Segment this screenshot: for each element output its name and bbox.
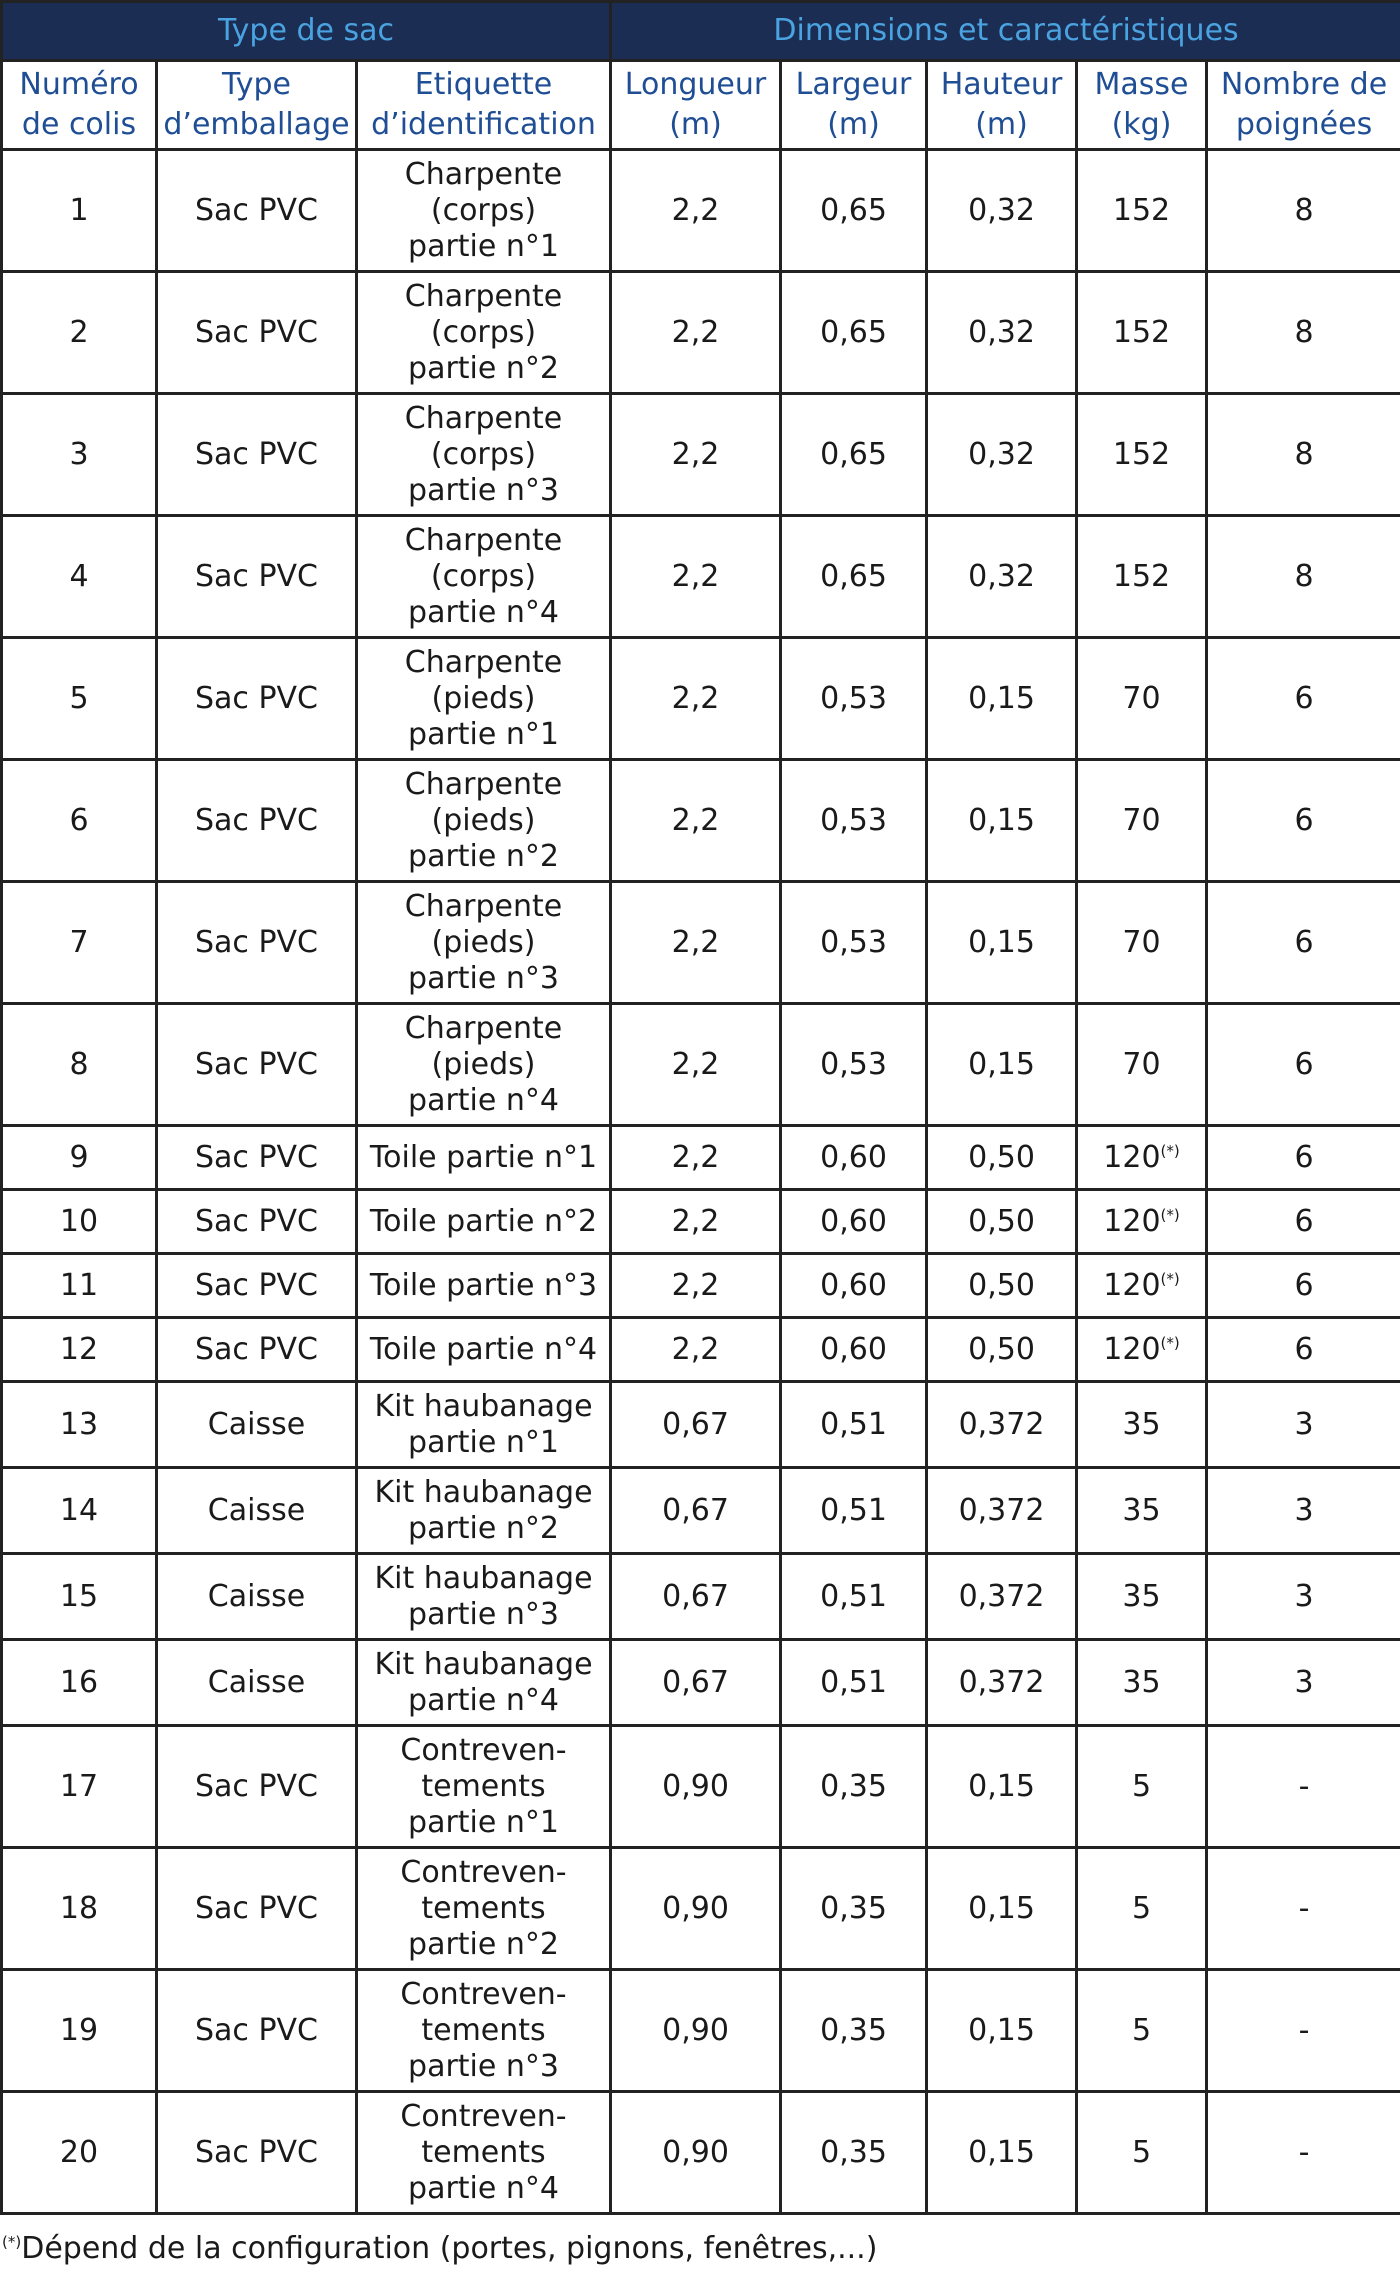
cell-longueur: 2,2 (611, 394, 781, 516)
table-row (2, 1126, 1400, 1190)
table-row (2, 1640, 1400, 1726)
etiquette-line: Charpente (404, 888, 563, 924)
cell-nombre-poignees: 6 (1207, 1190, 1400, 1254)
cell-masse (1077, 150, 1207, 272)
cell-masse (1077, 1554, 1207, 1640)
cell-nombre-poignees: - (1207, 1726, 1400, 1848)
cell-numero: 17 (2, 1726, 157, 1848)
masse-value: 35 (1122, 1664, 1161, 1700)
table-row (2, 394, 1400, 516)
cell-type-emballage: Sac PVC (157, 638, 357, 760)
etiquette-line: tements (421, 1768, 546, 1804)
cell-longueur: 0,67 (611, 1382, 781, 1468)
etiquette-line: partie n°3 (408, 2048, 559, 2084)
etiquette-line: Contreven- (400, 1732, 567, 1768)
etiquette-line: (corps) (430, 558, 537, 594)
cell-etiquette (357, 1254, 611, 1318)
table-row (2, 2092, 1400, 2214)
cell-nombre-poignees: 6 (1207, 1004, 1400, 1126)
masse-footnote-marker: (*) (1160, 1269, 1180, 1288)
cell-type-emballage: Sac PVC (157, 394, 357, 516)
cell-masse (1077, 2092, 1207, 2214)
table-row (2, 1318, 1400, 1382)
table-header (2, 2, 1400, 150)
masse-value: 120 (1103, 1139, 1161, 1175)
cell-hauteur: 0,372 (927, 1640, 1077, 1726)
etiquette-line: Charpente (404, 400, 563, 436)
etiquette-line: Contreven- (400, 2098, 567, 2134)
cell-longueur: 2,2 (611, 638, 781, 760)
cell-etiquette (357, 882, 611, 1004)
cell-etiquette (357, 1970, 611, 2092)
cell-largeur: 0,53 (781, 638, 927, 760)
cell-longueur: 2,2 (611, 1126, 781, 1190)
cell-longueur: 0,90 (611, 2092, 781, 2214)
cell-hauteur: 0,50 (927, 1126, 1077, 1190)
cell-nombre-poignees: - (1207, 2092, 1400, 2214)
cell-masse (1077, 1254, 1207, 1318)
etiquette-line: partie n°3 (408, 960, 559, 996)
etiquette-line: Contreven- (400, 1976, 567, 2012)
cell-longueur: 0,67 (611, 1640, 781, 1726)
cell-longueur: 0,90 (611, 1848, 781, 1970)
masse-value: 120 (1103, 1267, 1161, 1303)
table-row (2, 1190, 1400, 1254)
cell-largeur: 0,51 (781, 1640, 927, 1726)
table-row (2, 1254, 1400, 1318)
table-row (2, 1554, 1400, 1640)
masse-value: 70 (1122, 924, 1161, 960)
cell-largeur: 0,53 (781, 882, 927, 1004)
etiquette-line: Toile partie n°4 (369, 1331, 598, 1367)
column-header-numero-de-colis (2, 61, 157, 150)
cell-etiquette (357, 1126, 611, 1190)
header-group-row (2, 2, 1400, 61)
etiquette-line: Toile partie n°2 (369, 1203, 598, 1239)
cell-masse (1077, 882, 1207, 1004)
etiquette-line: Toile partie n°3 (369, 1267, 598, 1303)
etiquette-line: Kit haubanage (374, 1646, 593, 1682)
cell-numero: 16 (2, 1640, 157, 1726)
etiquette-line: Charpente (404, 156, 563, 192)
cell-nombre-poignees: 6 (1207, 1318, 1400, 1382)
cell-type-emballage: Sac PVC (157, 1318, 357, 1382)
cell-largeur: 0,51 (781, 1382, 927, 1468)
masse-value: 152 (1112, 558, 1171, 594)
cell-type-emballage: Caisse (157, 1554, 357, 1640)
cell-nombre-poignees: 8 (1207, 394, 1400, 516)
cell-etiquette (357, 272, 611, 394)
cell-etiquette (357, 2092, 611, 2214)
cell-hauteur: 0,15 (927, 760, 1077, 882)
cell-nombre-poignees: 6 (1207, 1254, 1400, 1318)
etiquette-line: tements (421, 2012, 546, 2048)
etiquette-line: (pieds) (431, 802, 536, 838)
column-header-line: d’emballage (163, 107, 350, 142)
etiquette-line: partie n°2 (408, 1510, 559, 1546)
column-header-longueur (611, 61, 781, 150)
cell-type-emballage: Caisse (157, 1468, 357, 1554)
table-body (2, 150, 1400, 2214)
cell-largeur: 0,60 (781, 1318, 927, 1382)
cell-masse (1077, 1640, 1207, 1726)
column-header-line: de colis (21, 107, 137, 142)
masse-value: 5 (1131, 1890, 1152, 1926)
cell-largeur: 0,35 (781, 2092, 927, 2214)
column-header-line: Longueur (624, 67, 767, 102)
cell-longueur: 2,2 (611, 516, 781, 638)
cell-largeur: 0,35 (781, 1848, 927, 1970)
cell-nombre-poignees: 3 (1207, 1468, 1400, 1554)
masse-footnote-marker: (*) (1160, 1205, 1180, 1224)
etiquette-line: partie n°1 (408, 228, 559, 264)
cell-numero: 6 (2, 760, 157, 882)
table-row (2, 882, 1400, 1004)
column-header-etiquette-identification (357, 61, 611, 150)
table-row (2, 1382, 1400, 1468)
cell-numero: 18 (2, 1848, 157, 1970)
masse-value: 70 (1122, 680, 1161, 716)
cell-type-emballage: Caisse (157, 1640, 357, 1726)
cell-numero: 5 (2, 638, 157, 760)
cell-type-emballage: Sac PVC (157, 1726, 357, 1848)
cell-longueur: 2,2 (611, 1190, 781, 1254)
table-row (2, 760, 1400, 882)
cell-hauteur: 0,372 (927, 1468, 1077, 1554)
cell-largeur: 0,51 (781, 1554, 927, 1640)
cell-type-emballage: Sac PVC (157, 760, 357, 882)
masse-footnote-marker: (*) (1160, 1333, 1180, 1352)
cell-hauteur: 0,372 (927, 1382, 1077, 1468)
etiquette-line: Charpente (404, 1010, 563, 1046)
cell-type-emballage: Sac PVC (157, 882, 357, 1004)
column-header-line: Hauteur (940, 67, 1063, 102)
cell-largeur: 0,65 (781, 516, 927, 638)
etiquette-line: partie n°1 (408, 716, 559, 752)
cell-longueur: 2,2 (611, 1254, 781, 1318)
cell-longueur: 2,2 (611, 1004, 781, 1126)
masse-value: 5 (1131, 2012, 1152, 2048)
cell-masse (1077, 394, 1207, 516)
cell-largeur: 0,60 (781, 1126, 927, 1190)
masse-value: 120 (1103, 1203, 1161, 1239)
cell-longueur: 2,2 (611, 760, 781, 882)
column-header-type-emballage (157, 61, 357, 150)
cell-masse (1077, 1318, 1207, 1382)
cell-numero: 12 (2, 1318, 157, 1382)
column-header-line: Nombre de (1220, 67, 1388, 102)
cell-type-emballage: Caisse (157, 1382, 357, 1468)
masse-value: 35 (1122, 1406, 1161, 1442)
column-header-line: (m) (975, 107, 1028, 142)
cell-etiquette (357, 1848, 611, 1970)
etiquette-line: Contreven- (400, 1854, 567, 1890)
cell-nombre-poignees: - (1207, 1970, 1400, 2092)
table-row (2, 638, 1400, 760)
etiquette-line: partie n°3 (408, 472, 559, 508)
cell-nombre-poignees: 3 (1207, 1640, 1400, 1726)
cell-largeur: 0,53 (781, 1004, 927, 1126)
etiquette-line: partie n°1 (408, 1804, 559, 1840)
cell-hauteur: 0,32 (927, 516, 1077, 638)
cell-numero: 3 (2, 394, 157, 516)
cell-numero: 19 (2, 1970, 157, 2092)
etiquette-line: Charpente (404, 522, 563, 558)
table-row (2, 1848, 1400, 1970)
column-header-line: poignées (1235, 107, 1373, 142)
cell-masse (1077, 1970, 1207, 2092)
cell-masse (1077, 516, 1207, 638)
etiquette-line: Kit haubanage (374, 1388, 593, 1424)
column-header-line: Masse (1094, 67, 1189, 102)
cell-hauteur: 0,50 (927, 1254, 1077, 1318)
etiquette-line: partie n°4 (408, 594, 559, 630)
cell-etiquette (357, 638, 611, 760)
cell-type-emballage: Sac PVC (157, 1004, 357, 1126)
etiquette-line: (pieds) (431, 680, 536, 716)
cell-hauteur: 0,15 (927, 2092, 1077, 2214)
cell-masse (1077, 1382, 1207, 1468)
cell-type-emballage: Sac PVC (157, 150, 357, 272)
masse-value: 70 (1122, 1046, 1161, 1082)
cell-hauteur: 0,15 (927, 882, 1077, 1004)
cell-nombre-poignees: - (1207, 1848, 1400, 1970)
cell-numero: 15 (2, 1554, 157, 1640)
cell-etiquette (357, 1004, 611, 1126)
etiquette-line: tements (421, 2134, 546, 2170)
cell-type-emballage: Sac PVC (157, 1254, 357, 1318)
cell-largeur: 0,65 (781, 394, 927, 516)
column-header-row (2, 61, 1400, 150)
column-header-line: Largeur (795, 67, 912, 102)
etiquette-line: partie n°4 (408, 1682, 559, 1718)
cell-etiquette (357, 394, 611, 516)
column-header-line: Type (222, 67, 291, 102)
cell-hauteur: 0,15 (927, 1848, 1077, 1970)
cell-longueur: 0,90 (611, 1726, 781, 1848)
cell-type-emballage: Sac PVC (157, 272, 357, 394)
cell-largeur: 0,60 (781, 1254, 927, 1318)
cell-nombre-poignees: 6 (1207, 638, 1400, 760)
cell-masse (1077, 1848, 1207, 1970)
cell-largeur: 0,60 (781, 1190, 927, 1254)
cell-etiquette (357, 1726, 611, 1848)
table-row (2, 516, 1400, 638)
cell-etiquette (357, 760, 611, 882)
footnote-marker: (*) (2, 2233, 22, 2251)
footnote-text: Dépend de la configuration (portes, pignons, fenêtres,...) (21, 2231, 878, 2266)
cell-nombre-poignees: 8 (1207, 272, 1400, 394)
table-row (2, 1468, 1400, 1554)
cell-nombre-poignees: 8 (1207, 150, 1400, 272)
cell-nombre-poignees: 6 (1207, 882, 1400, 1004)
column-header-line: (kg) (1111, 107, 1172, 142)
cell-nombre-poignees: 6 (1207, 760, 1400, 882)
table-row (2, 1726, 1400, 1848)
cell-longueur: 2,2 (611, 272, 781, 394)
etiquette-line: (pieds) (431, 924, 536, 960)
column-header-line: d’identification (371, 107, 596, 142)
cell-nombre-poignees: 6 (1207, 1126, 1400, 1190)
masse-value: 5 (1131, 1768, 1152, 1804)
table-row (2, 150, 1400, 272)
masse-value: 35 (1122, 1492, 1161, 1528)
column-header-line: Etiquette (414, 67, 553, 102)
etiquette-line: partie n°2 (408, 838, 559, 874)
cell-longueur: 0,90 (611, 1970, 781, 2092)
cell-longueur: 0,67 (611, 1468, 781, 1554)
masse-value: 152 (1112, 314, 1171, 350)
cell-numero: 7 (2, 882, 157, 1004)
cell-masse (1077, 1190, 1207, 1254)
cell-masse (1077, 1004, 1207, 1126)
cell-longueur: 2,2 (611, 1318, 781, 1382)
cell-hauteur: 0,50 (927, 1190, 1077, 1254)
cell-nombre-poignees: 3 (1207, 1554, 1400, 1640)
cell-largeur: 0,35 (781, 1726, 927, 1848)
column-header-line: Numéro (19, 67, 139, 102)
masse-footnote-marker: (*) (1160, 1141, 1180, 1160)
etiquette-line: Kit haubanage (374, 1560, 593, 1596)
cell-etiquette (357, 1554, 611, 1640)
etiquette-line: tements (421, 1890, 546, 1926)
cell-numero: 4 (2, 516, 157, 638)
masse-value: 120 (1103, 1331, 1161, 1367)
etiquette-line: Charpente (404, 766, 563, 802)
cell-etiquette (357, 1382, 611, 1468)
cell-numero: 13 (2, 1382, 157, 1468)
cell-type-emballage: Sac PVC (157, 1970, 357, 2092)
cell-etiquette (357, 1318, 611, 1382)
table-row (2, 1970, 1400, 2092)
cell-masse (1077, 760, 1207, 882)
cell-longueur: 2,2 (611, 882, 781, 1004)
masse-value: 70 (1122, 802, 1161, 838)
cell-nombre-poignees: 3 (1207, 1382, 1400, 1468)
cell-numero: 11 (2, 1254, 157, 1318)
cell-numero: 9 (2, 1126, 157, 1190)
cell-largeur: 0,35 (781, 1970, 927, 2092)
cell-largeur: 0,65 (781, 150, 927, 272)
cell-hauteur: 0,15 (927, 1726, 1077, 1848)
cell-masse (1077, 638, 1207, 760)
cell-nombre-poignees: 8 (1207, 516, 1400, 638)
cell-hauteur: 0,15 (927, 1970, 1077, 2092)
etiquette-line: Charpente (404, 278, 563, 314)
cell-etiquette (357, 1190, 611, 1254)
column-header-masse (1077, 61, 1207, 150)
group-header-type-de-sac: Type de sac (2, 2, 611, 61)
etiquette-line: (corps) (430, 314, 537, 350)
etiquette-line: partie n°2 (408, 350, 559, 386)
masse-value: 152 (1112, 436, 1171, 472)
cell-largeur: 0,65 (781, 272, 927, 394)
cell-hauteur: 0,50 (927, 1318, 1077, 1382)
masse-value: 5 (1131, 2134, 1152, 2170)
cell-largeur: 0,51 (781, 1468, 927, 1554)
column-header-hauteur (927, 61, 1077, 150)
masse-value: 152 (1112, 192, 1171, 228)
cell-longueur: 0,67 (611, 1554, 781, 1640)
cell-etiquette (357, 1468, 611, 1554)
cell-hauteur: 0,372 (927, 1554, 1077, 1640)
cell-numero: 10 (2, 1190, 157, 1254)
column-header-nombre-de-poignees (1207, 61, 1400, 150)
etiquette-line: (pieds) (431, 1046, 536, 1082)
column-header-line: (m) (669, 107, 722, 142)
etiquette-line: Toile partie n°1 (369, 1139, 598, 1175)
cell-hauteur: 0,32 (927, 394, 1077, 516)
table-row (2, 272, 1400, 394)
etiquette-line: partie n°3 (408, 1596, 559, 1632)
cell-numero: 2 (2, 272, 157, 394)
cell-type-emballage: Sac PVC (157, 1848, 357, 1970)
cell-type-emballage: Sac PVC (157, 1190, 357, 1254)
etiquette-line: Charpente (404, 644, 563, 680)
cell-hauteur: 0,32 (927, 150, 1077, 272)
cell-etiquette (357, 516, 611, 638)
etiquette-line: partie n°4 (408, 1082, 559, 1118)
etiquette-line: (corps) (430, 436, 537, 472)
etiquette-line: partie n°4 (408, 2170, 559, 2206)
etiquette-line: partie n°2 (408, 1926, 559, 1962)
cell-hauteur: 0,15 (927, 638, 1077, 760)
masse-value: 35 (1122, 1578, 1161, 1614)
cell-numero: 1 (2, 150, 157, 272)
cell-hauteur: 0,15 (927, 1004, 1077, 1126)
cell-masse (1077, 1468, 1207, 1554)
cell-masse (1077, 272, 1207, 394)
cell-masse (1077, 1126, 1207, 1190)
cell-longueur: 2,2 (611, 150, 781, 272)
cell-etiquette (357, 150, 611, 272)
group-header-dimensions: Dimensions et caractéristiques (611, 2, 1400, 61)
footnote (0, 2215, 1400, 2269)
column-header-line: (m) (827, 107, 880, 142)
etiquette-line: Kit haubanage (374, 1474, 593, 1510)
column-header-largeur (781, 61, 927, 150)
cell-type-emballage: Sac PVC (157, 2092, 357, 2214)
cell-numero: 20 (2, 2092, 157, 2214)
cell-numero: 8 (2, 1004, 157, 1126)
etiquette-line: partie n°1 (408, 1424, 559, 1460)
cell-etiquette (357, 1640, 611, 1726)
cell-numero: 14 (2, 1468, 157, 1554)
cell-hauteur: 0,32 (927, 272, 1077, 394)
etiquette-line: (corps) (430, 192, 537, 228)
cell-largeur: 0,53 (781, 760, 927, 882)
cell-type-emballage: Sac PVC (157, 1126, 357, 1190)
table-row (2, 1004, 1400, 1126)
cell-masse (1077, 1726, 1207, 1848)
cell-type-emballage: Sac PVC (157, 516, 357, 638)
